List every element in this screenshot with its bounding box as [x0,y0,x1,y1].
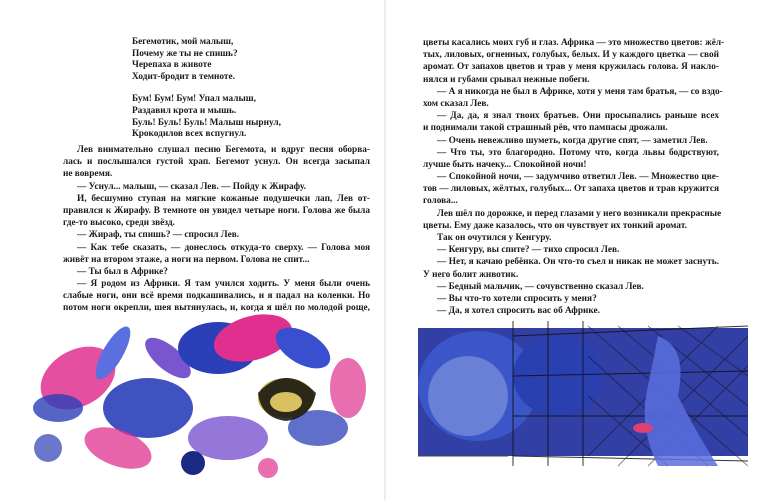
paragraph [423,110,719,134]
right-illustration-night-garden [418,316,748,478]
poem-line: Крокодилов всех вспугнул. [132,129,247,140]
text-line: Так он очутился у Кенгуру. [437,233,552,243]
paragraph [423,147,719,171]
text-line: голова... [423,196,458,207]
paragraph [63,242,370,266]
text-line: не вовремя. [63,169,113,180]
text-line: — Бедный мальчик, — сочувственно сказал Лев. [437,281,644,292]
paragraph [63,181,370,193]
poem-line: Раздавил крота и мышь. [132,105,237,116]
text-line: У него болит животик. [423,269,519,280]
left-page-text [63,144,370,315]
poem-line: Почему же ты не спишь? [132,48,238,59]
text-line: лась и послышался густой храп. Бегемот уснул. Он всегда засыпал [63,157,370,168]
paragraph [423,281,719,293]
text-line: цветы касались моих губ и глаз. Африка — это множество цветов: жёл- [423,38,725,48]
text-line: нялся и губами срывал нежные побеги. [423,74,590,85]
paragraph [423,293,719,305]
text-line: Лев шёл по дорожке, и перед глазами у него возникали прекрасные [437,208,722,219]
page-fold [384,0,386,500]
text-line: правился к Жирафу. В темноте он увидел четыре ноги. Голова же была [63,205,370,216]
lullaby-poem [132,37,281,152]
paragraph [423,171,719,208]
text-line: И, бесшумно ступая на мягкие кожаные подушечки лап, Лев от- [77,193,370,204]
text-line: — Я родом из Африки. Я там учился ходить. У меня были очень [77,279,370,290]
paragraph [63,266,370,278]
poem-line: Бум! Бум! Бум! Упал малыш, [132,94,256,105]
text-line: — Как тебе сказать, — донеслось откуда-то сверху. — Голова моя [77,242,370,253]
text-line: — Спокойной ночи, — задумчиво ответил Лев. — Множество цве- [437,172,719,183]
text-line: — Кенгуру, вы спите? — тихо спросил Лев. [437,245,620,256]
text-line: — Да, я хотел спросить вас об Африке. [437,306,600,317]
text-line: — Уснул... малыш, — сказал Лев. — Пойду к Жирафу. [77,181,306,192]
text-line: — Нет, я качаю ребёнка. Он что-то съел и никак не может заснуть. [437,257,719,268]
text-line: — Вы что-то хотели спросить у меня? [437,293,597,304]
text-line: потом ноги окрепли, шея вытянулась, и, когда я шёл по молодой роще, [63,303,370,314]
left-illustration-flowers-lion [18,298,378,488]
paragraph [63,144,370,181]
text-line: тов — лиловых, жёлтых, голубых... От запаха цветов и трав кружится [423,184,719,195]
poem-line: Черепаха в животе [132,60,212,71]
poem-line: Ходит-бродит в темноте. [132,71,235,82]
text-line: и поднимали такой страшный рёв, что пампасы дрожали. [423,123,668,134]
text-line: слабые ноги, они всё время подкашивались, и я падал на коленки. Но [63,291,370,302]
paragraph [423,135,719,147]
paragraph [423,244,719,256]
poem-line: Бегемотик, мой малыш, [132,37,234,47]
text-line: Лев внимательно слушал песню Бегемота, и вдруг песня оборва- [77,145,370,155]
text-line: цветы. Ему даже казалось, что он чувствует их тонкий аромат. [423,220,687,231]
text-line: — Ты был в Африке? [77,266,168,277]
text-line: тых, лиловых, огненных, голубых, белых. И у каждого цветка — свой [423,50,719,61]
text-line: где-то высоко, среди звёзд. [63,218,175,229]
paragraph [423,37,725,86]
flower-cluster [29,306,366,478]
paragraph [63,193,370,230]
red-object [633,423,653,433]
text-line: — Что ты, это благородно. Потому что, когда львы бодрствуют, [437,147,719,158]
text-line: лучше быть начеку... Спокойной ночи! [423,159,587,170]
right-page-text [423,37,725,317]
poem-line: Буль! Буль! Буль! Малыш нырнул, [132,117,281,128]
text-line: — Жираф, ты спишь? — спросил Лев. [77,230,240,241]
text-line: — Да, да, я знал твоих братьев. Они просыпались раньше всех [437,111,719,122]
poem-stanza [132,37,281,83]
paragraph [63,229,370,241]
paragraph [423,256,719,280]
text-line: — Очень невежливо шуметь, когда другие спят, — заметил Лев. [437,135,708,146]
text-line: живёт на втором этаже, а ноги на первом. Голова не спит... [63,254,310,265]
poem-stanza [132,94,281,140]
paragraph [423,208,722,232]
text-line: аромат. От запахов цветов и трав у меня кружилась голова. Я накло- [423,62,719,73]
paragraph [423,86,723,110]
paragraph [423,232,719,244]
text-line: — А я никогда не был в Африке, хотя у меня там братья, — со вздо- [437,86,723,97]
text-line: хом сказал Лев. [423,98,489,109]
